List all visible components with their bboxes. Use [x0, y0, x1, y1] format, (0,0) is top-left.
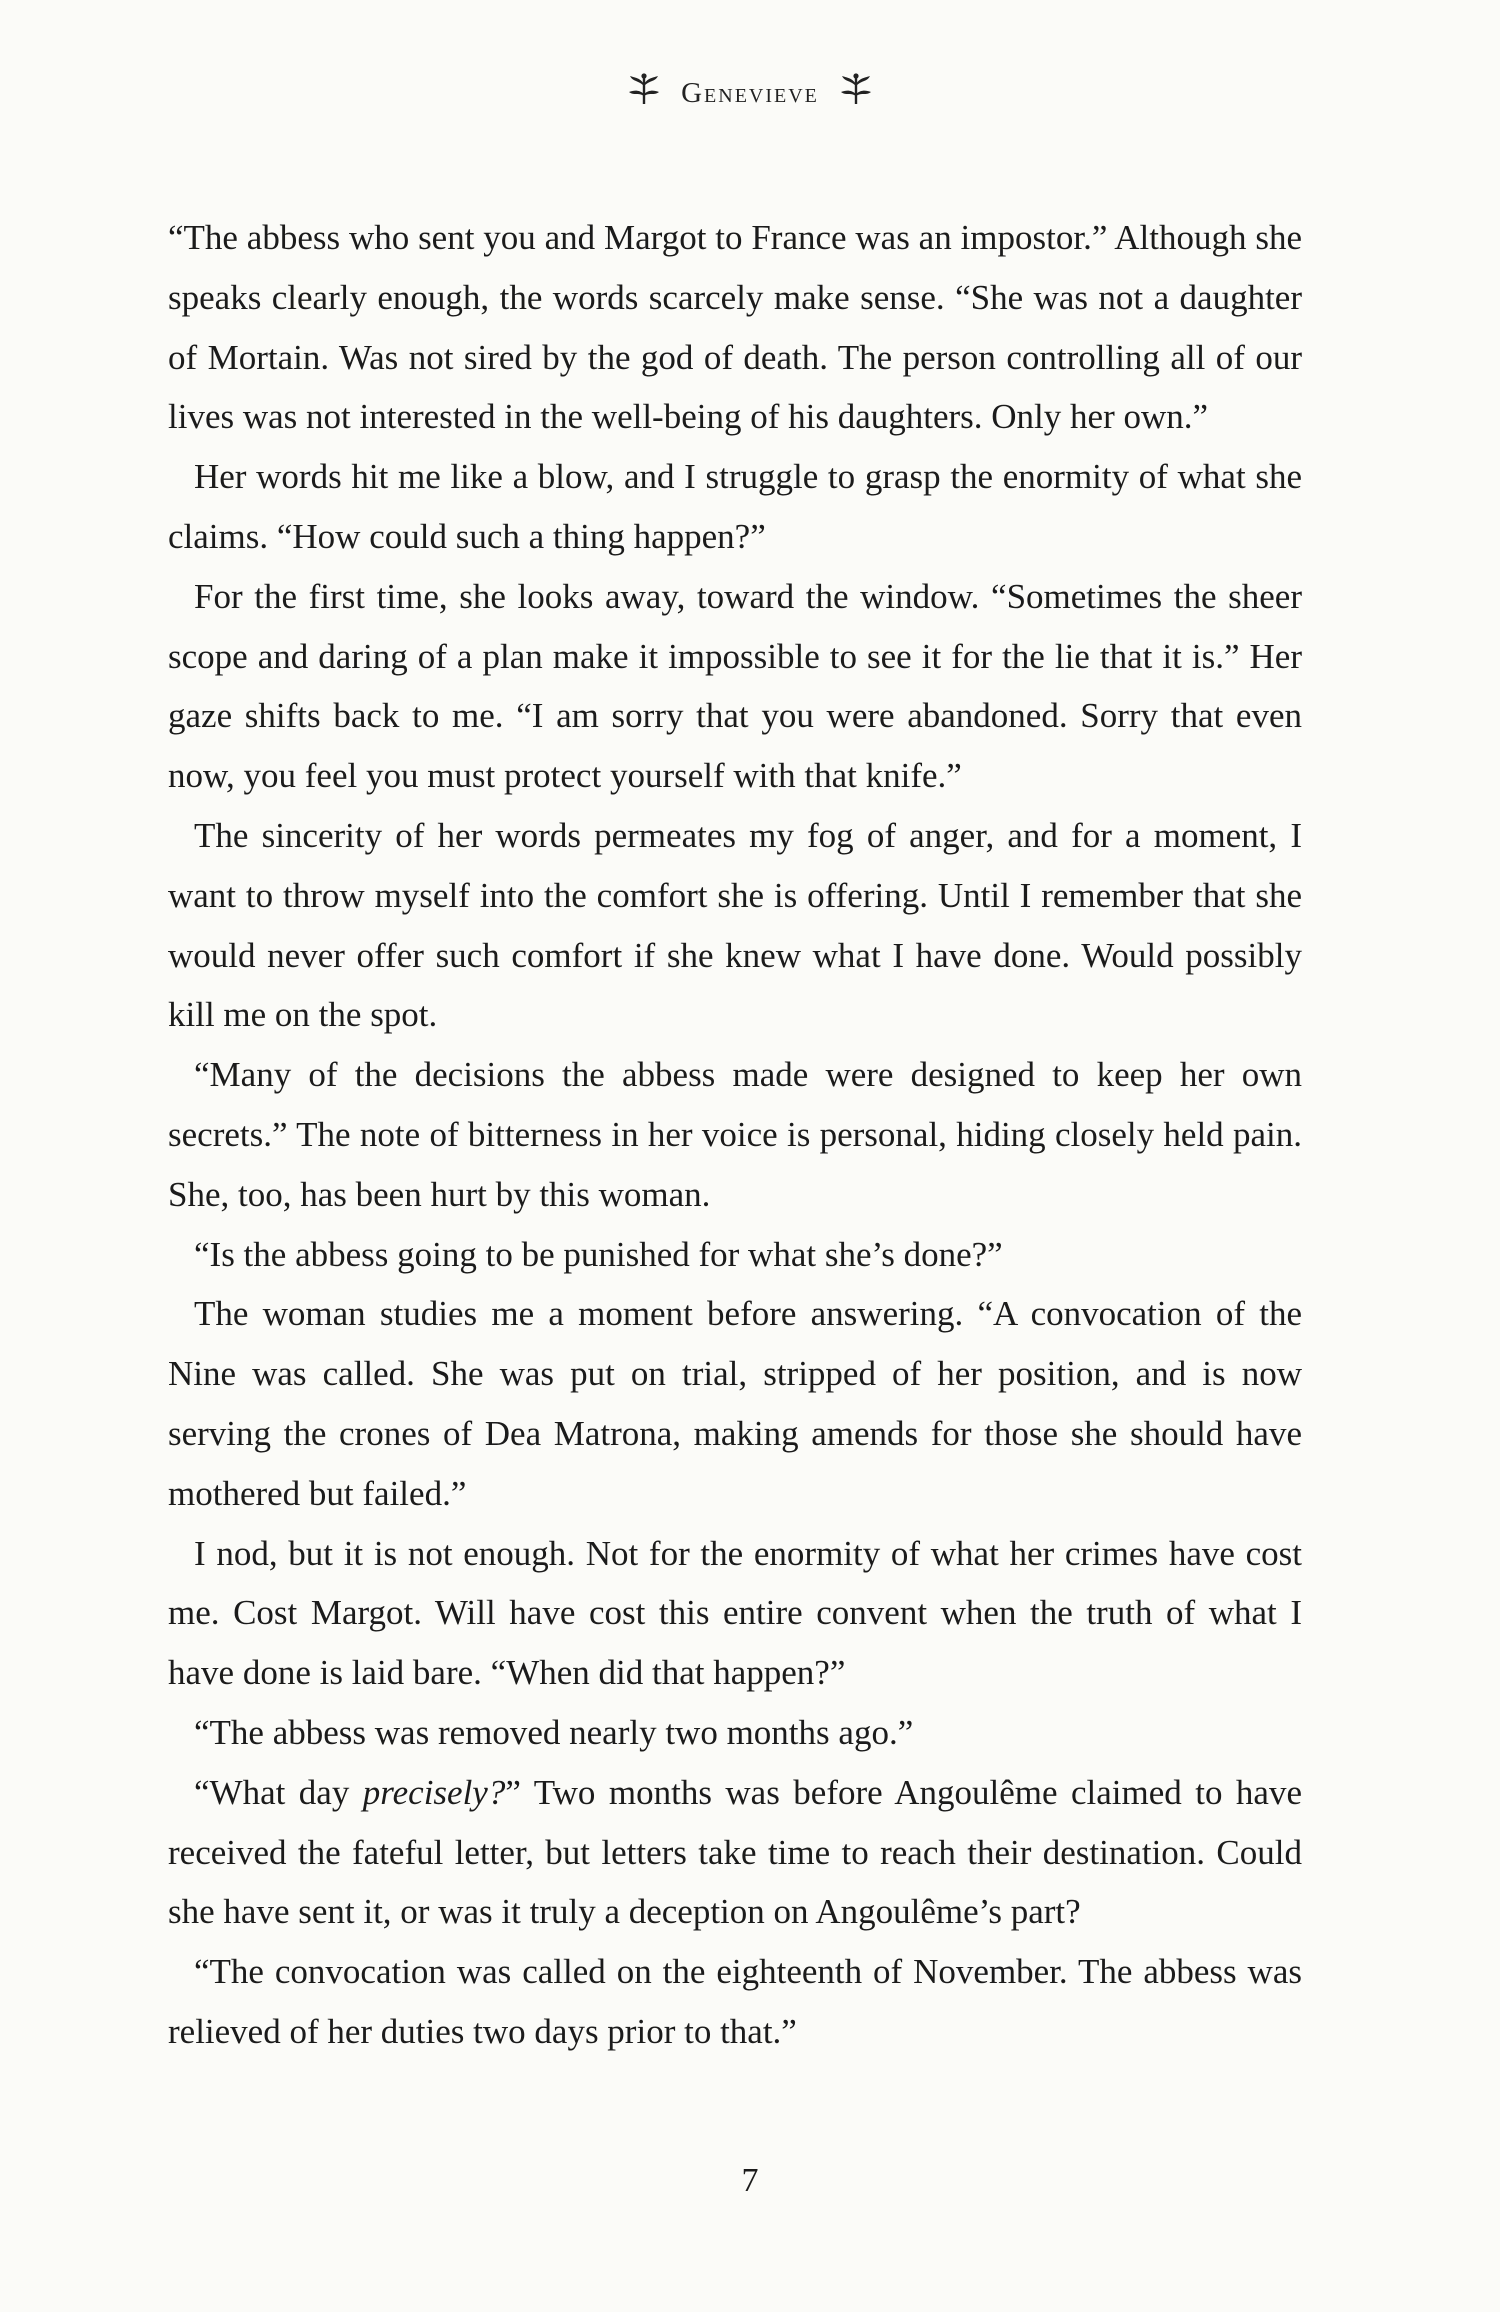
- body-text: [168, 208, 1302, 2062]
- paragraph: “Many of the decisions the abbess made were designed to keep her own secrets.” The note of bitterness in her voice is personal, hiding closely held pain. She, too, has been hurt by this woman.: [168, 1055, 1302, 1214]
- paragraph: “The convocation was called on the eighteenth of November. The abbess was relieved of her duties two days prior to that.”: [168, 1952, 1302, 2051]
- paragraph: The sincerity of her words permeates my fog of anger, and for a moment, I want to throw myself into the comfort she is offering. Until I remember that she would never offer such comfort if she knew what I have done. Would possibly kill me on the spot.: [168, 815, 1302, 1035]
- paragraph-text: ” Two months was before Angoulême claimed to have received the fateful letter, but letters take time to reach their destination. Could she have sent it, or was it truly a deception on Angoulême’s part?: [168, 1772, 1302, 1932]
- paragraph: “The abbess was removed nearly two months ago.”: [194, 1712, 914, 1752]
- chapter-title: Genevieve: [681, 77, 819, 109]
- fleuron-icon: [624, 70, 664, 110]
- paragraph: “Is the abbess going to be punished for what she’s done?”: [194, 1234, 1003, 1274]
- paragraph: [168, 1763, 1302, 1942]
- paragraph-text: “What day: [194, 1772, 363, 1812]
- page-number: 7: [741, 2162, 759, 2199]
- paragraph: I nod, but it is not enough. Not for the enormity of what her crimes have cost me. Cost Margot. Will have cost this entire convent when the truth of what I have done is laid bare. “When did that happen?”: [168, 1533, 1302, 1693]
- running-head: [0, 70, 1500, 110]
- paragraph: The woman studies me a moment before answering. “A convocation of the Nine was called. She was put on trial, stripped of her position, and is now serving the crones of Dea Matrona, making amends for those she should have mothered but failed.”: [168, 1294, 1302, 1513]
- paragraph: For the first time, she looks away, toward the window. “Sometimes the sheer scope and daring of a plan make it impossible to see it for the lie that it is.” Her gaze shifts back to me. “I am sorry that you were abandoned. Sorry that even now, you feel you must protect yourself with that knife.”: [168, 576, 1302, 796]
- emphasis: precisely?: [362, 1772, 506, 1812]
- paragraph: Her words hit me like a blow, and I struggle to grasp the enormity of what she claims. “How could such a thing happen?”: [168, 457, 1302, 556]
- paragraph: “The abbess who sent you and Margot to France was an impostor.” Although she speaks clearly enough, the words scarcely make sense. “She was not a daughter of Mortain. Was not sired by the god of death. The person controlling all of our lives was not interested in the well-being of his daughters. Only her own.”: [168, 218, 1302, 437]
- fleuron-icon: [836, 70, 876, 110]
